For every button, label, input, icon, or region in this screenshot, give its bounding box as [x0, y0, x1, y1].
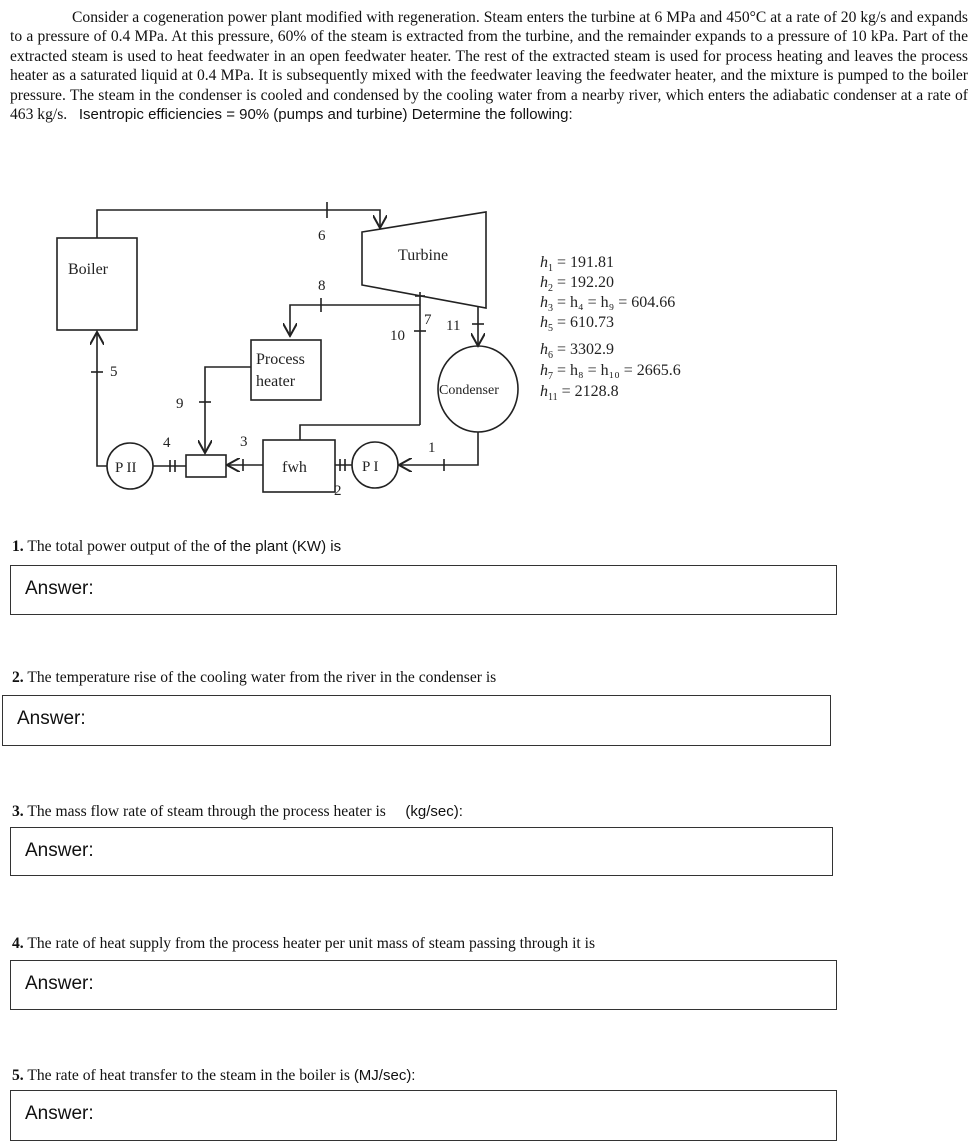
question-1: 1. The total power output of the of the plant (KW) is: [12, 538, 342, 555]
pump-1-label: P I: [362, 459, 379, 475]
process-heater-label-1: Process: [256, 351, 305, 368]
answer-1-input[interactable]: [10, 565, 837, 615]
question-3: 3. The mass flow rate of steam through the process heater is (kg/sec):: [12, 803, 463, 820]
answer-3-input[interactable]: [10, 827, 833, 876]
line-10: [300, 425, 420, 440]
cycle-diagram: [0, 0, 975, 520]
answer-2-label: Answer:: [17, 708, 86, 729]
problem-text: Consider a cogeneration power plant modified with regeneration. Steam enters the turbine at 6 MPa and 450°C at a rate of 20 kg/s and expands to a pressure of 0.4 MPa. At this pressure, 60% of the steam is extracted from the turbine, and the remainder expands to a pressure of 10 kPa. Part of the extracted steam is used to heat feedwater in an open feedwater heater. The rest of the extracted steam is used for process heating and leaves the process heater as a saturated liquid at 0.4 MPa. It is subsequently mixed with the feedwater leaving the feedwater heater, and the mixture is pumped to the boiler pressure. The steam in the condenser is cooled and condensed by the cooling water from a nearby river, which enters the adiabatic condenser at a rate of 463 kg/s.: [10, 9, 968, 124]
state-2: 2: [334, 483, 342, 499]
svg-text:h6 = 3302.9: $h_6 = 3302.9$: [540, 341, 615, 361]
answer-5-label: Answer:: [25, 1103, 94, 1124]
svg-text:h5 = 610.73: $h_5 = 610.73$: [540, 314, 615, 334]
line-5: [97, 332, 107, 466]
state-7: 7: [424, 312, 432, 328]
turbine-label: Turbine: [398, 247, 449, 264]
svg-text:h11 = 2128.8: $h_{11} = 2128.8$: [540, 383, 619, 403]
state-9: 9: [176, 396, 184, 412]
pump-2-label: P II: [115, 460, 137, 476]
problem-suffix: Isentropic efficiencies = 90% (pumps and turbine) Determine the following:: [78, 106, 573, 124]
answer-5-input[interactable]: [10, 1090, 837, 1141]
state-11: 11: [446, 318, 461, 334]
answer-4-label: Answer:: [25, 973, 94, 994]
answer-3-label: Answer:: [25, 840, 94, 861]
state-3: 3: [240, 434, 248, 450]
state-1: 1: [428, 440, 436, 456]
process-heater-box: [251, 340, 321, 400]
question-5: 5. The rate of heat transfer to the steam in the boiler is (MJ/sec):: [12, 1067, 416, 1084]
process-heater-label-2: heater: [256, 373, 296, 390]
answer-2-input[interactable]: [2, 695, 831, 746]
boiler-label: Boiler: [68, 261, 108, 278]
svg-text:h1 = 191.81: $h_1 = 191.81$: [540, 254, 615, 274]
question-2: 2. The temperature rise of the cooling water from the river in the condenser is: [12, 669, 497, 686]
svg-text:h2 = 192.20: $h_2 = 192.20$: [540, 274, 615, 294]
state-8: 8: [318, 278, 326, 294]
state-6: 6: [318, 228, 326, 244]
state-10: 10: [390, 328, 405, 344]
state-4: 4: [163, 435, 171, 451]
svg-text:h7 = h₈ = h₁₀ = 2665.6: $h_7 = h_8 = h_{10} = 2665.6$: [540, 362, 681, 382]
svg-text:h3 = h₄ = h₉ = 604.66: $h_3 = h_4 = h_9 = 604.66$: [540, 294, 676, 314]
condenser-label: Condenser: [439, 383, 499, 398]
question-4: 4. The rate of heat supply from the process heater per unit mass of steam passing through it is: [12, 935, 596, 952]
enthalpy-list: [540, 254, 681, 403]
mixing-chamber: [186, 455, 226, 477]
answer-1-label: Answer:: [25, 578, 94, 599]
fwh-label: fwh: [282, 459, 307, 476]
line-6: [97, 210, 380, 238]
answer-4-input[interactable]: [10, 960, 837, 1010]
line-1: [399, 432, 478, 465]
boiler-box: [57, 238, 137, 330]
state-5: 5: [110, 364, 118, 380]
